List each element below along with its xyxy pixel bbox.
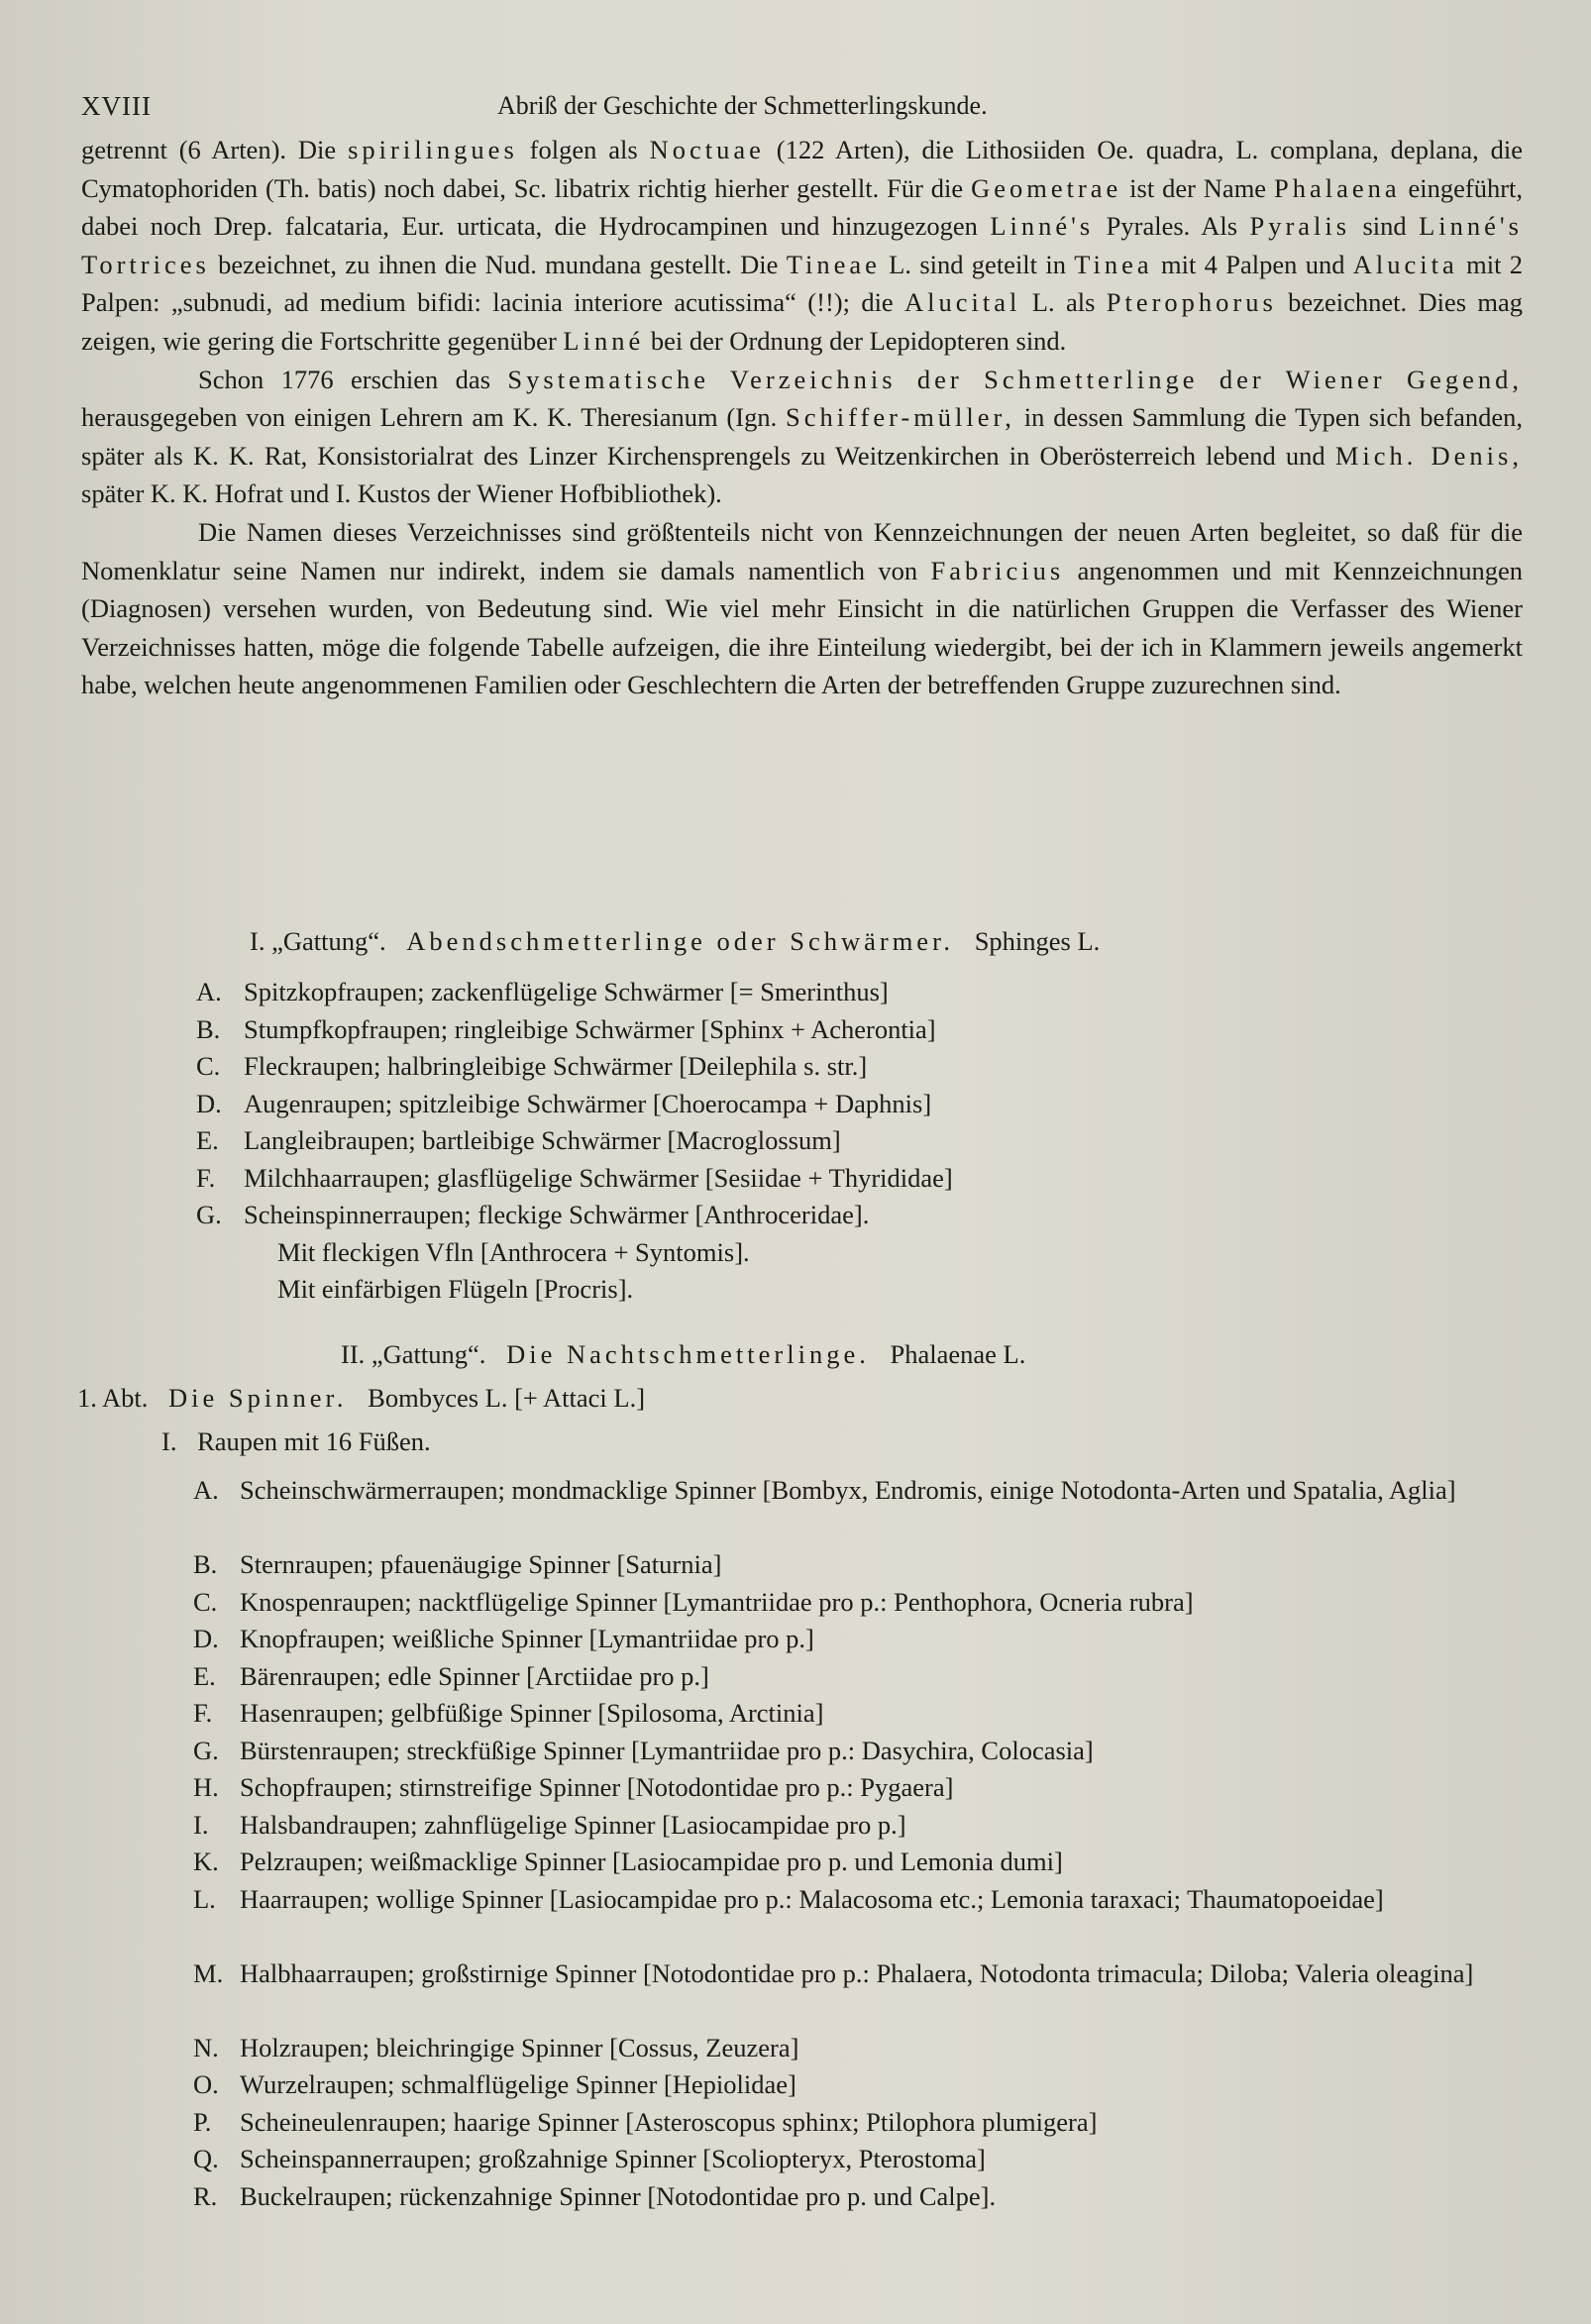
text-run: in dessen Sammlung die Typen sich befanden, später als K. K. Rat, Konsistorialrat des Linzer Kirchensprengels zu Weitzenkirchen in Oberösterreich lebend und [81,402,1523,471]
subgroup-text: Raupen mit 16 Füßen. [197,1426,431,1456]
list-item [0,974,1591,1011]
spaced-text: Pyralis [1249,211,1351,242]
spaced-text: Fabricius [930,555,1065,585]
page-header [81,91,1528,131]
list-item-key: N. [193,2032,219,2062]
list-item-key: D. [196,1088,222,1118]
spaced-text: Pterophorus [1106,287,1277,318]
spaced-text: Tinea [1074,249,1153,279]
list-item [0,1011,1591,1049]
list-item [0,1048,1591,1086]
list-item [0,2141,1591,2178]
spaced-text: Noctuae [649,135,765,164]
section-heading-phalaenae [341,1339,1025,1370]
list-item-key: G. [193,1735,219,1765]
list-item-text: Spitzkopfraupen; zackenflügelige Schwärmer [= Smerinthus] [244,977,889,1006]
list-item [0,1658,1591,1696]
section-name: Die Nachtschmetterlinge. [506,1339,870,1369]
list-item-key: E. [193,1660,216,1691]
list-item-text: Augenraupen; spitzleibige Schwärmer [Choerocampa + Daphnis] [244,1088,932,1118]
list-item-key: K. [193,1847,219,1876]
list-item-key: R. [193,2180,218,2211]
list-item [0,1234,1591,1272]
list-item-text: Fleckraupen; halbringleibige Schwärmer [Deilephila s. str.] [244,1051,868,1081]
list-item-text: Halsbandraupen; zahnflügelige Spinner [Lasiocampidae pro p.] [240,1809,906,1840]
paragraph [81,131,1523,361]
body-text [81,131,1523,704]
list-item [0,2104,1591,2142]
list-item-text: Halbhaarraupen; großstirnige Spinner [Notodontidae pro p.: Phalaera, Notodonta trimacula; Diloba; Valeria oleagina] [240,1957,1474,1988]
list-item-text: Scheinspannerraupen; großzahnige Spinner [Scoliopteryx, Pterostoma] [240,2144,986,2173]
list-item-key: C. [193,1586,218,1617]
spaced-text: Linné's [990,211,1095,242]
text-run: ist der Name [1121,172,1274,203]
list-item-key: E. [196,1125,219,1155]
list-item-text: Scheinspinnerraupen; fleckige Schwärmer [Anthroceridae]. [244,1200,870,1229]
spaced-text: Alucital [904,287,1021,318]
spaced-text: Schiffer-müller, [786,402,1015,433]
spaced-text: spirilingues [348,135,518,164]
spaced-text: Mich. Denis, [1334,440,1523,471]
list-item-text: Stumpfkopfraupen; ringleibige Schwärmer [Sphinx + Acherontia] [244,1013,936,1044]
list-item-text: Scheineulenraupen; haarige Spinner [Asteroscopus sphinx; Ptilophora plumigera] [240,2106,1098,2137]
list-item-key: B. [196,1013,221,1044]
list-item-text: Haarraupen; wollige Spinner [Lasiocampidae pro p.: Malacosoma etc.; Lemonia taraxaci; Thaumatopoeidae] [240,1883,1384,1914]
text-run: sind [1350,211,1420,242]
list-item [0,1472,1591,1546]
list-item-text: Bürstenraupen; streckfüßige Spinner [Lymantriidae pro p.: Dasychira, Colocasia] [240,1735,1094,1765]
spaced-text: Tineae [786,249,881,279]
list-item-key: G. [196,1200,222,1229]
text-run: Die Namen dieses Verzeichnisses sind größtenteils nicht von Kennzeichnungen der neuen Arten begleitet, so daß für die Nomenklatur seine Namen nur indirekt, indem sie damals namentlich von [81,516,1523,585]
list-item [0,2066,1591,2104]
list-bombyces [0,1472,1591,2215]
list-item [0,1086,1591,1123]
section-latin: Phalaenae L. [890,1339,1026,1369]
list-item [0,1546,1591,1584]
list-item-text: Buckelraupen; rückenzahnige Spinner [Notodontidae pro p. und Calpe]. [240,2180,997,2211]
list-item [0,1695,1591,1733]
list-item [0,1160,1591,1198]
list-item [0,2178,1591,2216]
text-run: Schon 1776 erschien das [198,364,508,394]
list-item-text: Mit einfärbigen Flügeln [Procris]. [277,1274,634,1304]
text-run: bezeichnet, zu ihnen die Nud. mundana gestellt. Die [209,249,787,279]
list-item-key: A. [196,977,222,1006]
spaced-text: Alucita [1352,249,1458,279]
section-latin: Sphinges L. [974,926,1101,956]
spaced-text: Systematische Verzeichnis der Schmetterlinge der Wiener Gegend, [507,364,1523,394]
list-item [0,1271,1591,1309]
list-sphinges [0,974,1591,1309]
list-item-text: Knospenraupen; nacktflügelige Spinner [Lymantriidae pro p.: Penthophora, Ocneria rubra] [240,1586,1194,1617]
list-item-text: Hasenraupen; gelbfüßige Spinner [Spilosoma, Arctinia] [240,1698,824,1728]
list-item [0,1881,1591,1955]
list-item-text: Langleibraupen; bartleibige Schwärmer [Macroglossum] [244,1125,841,1155]
text-run: angenommen und mit Kennzeichnungen (Diagnosen) versehen wurden, von Bedeutung sind. Wie viel mehr Einsicht in die natürlichen Gruppen die Verfasser des Wiener Verzeichnisses hatten, möge die folgende Tabelle aufzeigen, die ihre Einteilung wiedergibt, bei der ich in Klammern jeweils angemerkt habe, welchen heute angenommenen Familien oder Geschlechtern die Arten der betreffenden Gruppe zuzurechnen sind. [81,555,1523,700]
spaced-text: Linné [563,325,645,356]
paragraph [81,361,1523,513]
text-run: folgen als [517,135,650,164]
list-item [0,1769,1591,1807]
page-number: XVIII [81,91,152,121]
list-item-key: F. [196,1162,216,1193]
list-item-text: Wurzelraupen; schmalflügelige Spinner [Hepiolidae] [240,2069,796,2099]
list-item [0,1197,1591,1234]
section-number: II. „Gattung“. [341,1339,486,1369]
list-item-text: Pelzraupen; weißmacklige Spinner [Lasiocampidae pro p. und Lemonia dumi] [240,1847,1063,1876]
text-run: getrennt (6 Arten). Die [81,135,349,164]
list-item [0,1621,1591,1658]
list-item [0,1955,1591,2030]
list-item-text: Holzraupen; bleichringige Spinner [Cossus, Zeuzera] [240,2032,799,2062]
list-item-key: F. [193,1698,213,1728]
section-heading-sphinges [250,926,1100,957]
text-run: Pyrales. Als [1094,211,1250,242]
list-item-text: Bärenraupen; edle Spinner [Arctiidae pro p.] [240,1660,709,1691]
text-run: bezeichnet. Dies mag zeigen, wie gering die Fortschritte gegenüber [81,287,1524,356]
list-item-text: Schopfraupen; stirnstreifige Spinner [Notodontidae pro p.: Pygaera] [240,1772,954,1802]
list-item-text: Mit fleckigen Vfln [Anthrocera + Syntomis]. [277,1236,750,1267]
list-item-key: O. [193,2069,219,2099]
abteilung-name: Die Spinner. [168,1383,348,1413]
list-item-key: H. [193,1772,219,1802]
paragraph [81,513,1523,704]
subgroup-heading [161,1426,431,1457]
running-title: Abriß der Geschichte der Schmetterlingskunde. [497,91,988,120]
text-run: eingeführt, dabei noch Drep. falcataria, Eur. urticata, die Hydrocampinen und hinzugezogen [81,172,1524,242]
section-number: I. „Gattung“. [250,926,386,956]
text-run: mit 2 Palpen: „subnudi, ad medium bifidi: lacinia interiore acutissima“ (!!); die [81,249,1524,318]
spaced-text: Phalaena [1273,172,1401,203]
abteilung-number: 1. Abt. [77,1383,149,1413]
list-item-key: I. [193,1809,209,1840]
list-item [0,1844,1591,1881]
text-run: bei der Ordnung der Lepidopteren sind. [644,325,1067,356]
text-run: L. als [1020,287,1107,318]
list-item-text: Milchhaarraupen; glasflügelige Schwärmer [Sesiidae + Thyrididae] [244,1162,953,1193]
list-item-text: Sternraupen; pfauenäugige Spinner [Saturnia] [240,1549,722,1579]
list-item-key: B. [193,1549,218,1579]
list-item-text: Scheinschwärmerraupen; mondmacklige Spinner [Bombyx, Endromis, einige Notodonta-Arten und Spatalia, Aglia] [240,1475,1456,1505]
list-item-key: D. [193,1624,219,1653]
text-run: herausgegeben von einigen Lehrern am K. K. Theresianum (Ign. [81,402,787,433]
list-item [0,1122,1591,1160]
list-item [0,1733,1591,1770]
list-item-key: C. [196,1051,221,1081]
list-item-text: Knopfraupen; weißliche Spinner [Lymantriidae pro p.] [240,1624,814,1653]
spaced-text: Geometrae [971,172,1122,203]
text-run: (122 Arten), die Lithosiiden Oe. quadra, L. complana, deplana, die Cymatophoriden (Th. batis) noch dabei, Sc. libatrix richtig hierher gestellt. Für die [81,135,1523,203]
list-item [0,1584,1591,1622]
section-name: Abendschmetterlinge oder Schwärmer. [406,926,955,956]
spaced-text: Linné's Tortrices [81,211,1523,279]
abteilung-latin: Bombyces L. [+ Attaci L.] [368,1383,646,1413]
list-item [0,2030,1591,2067]
abteilung-heading [77,1383,645,1414]
list-item-key: M. [193,1957,224,1988]
list-item-key: L. [193,1883,216,1914]
text-run: später K. K. Hofrat und I. Kustos der Wiener Hofbibliothek). [81,478,722,509]
text-run: L. sind geteilt in [880,249,1075,279]
list-item-key: A. [193,1475,219,1505]
list-item [0,1807,1591,1845]
list-item-key: Q. [193,2144,219,2173]
text-run: mit 4 Palpen und [1152,249,1353,279]
subgroup-number: I. [161,1426,177,1456]
list-item-key: P. [193,2106,212,2137]
